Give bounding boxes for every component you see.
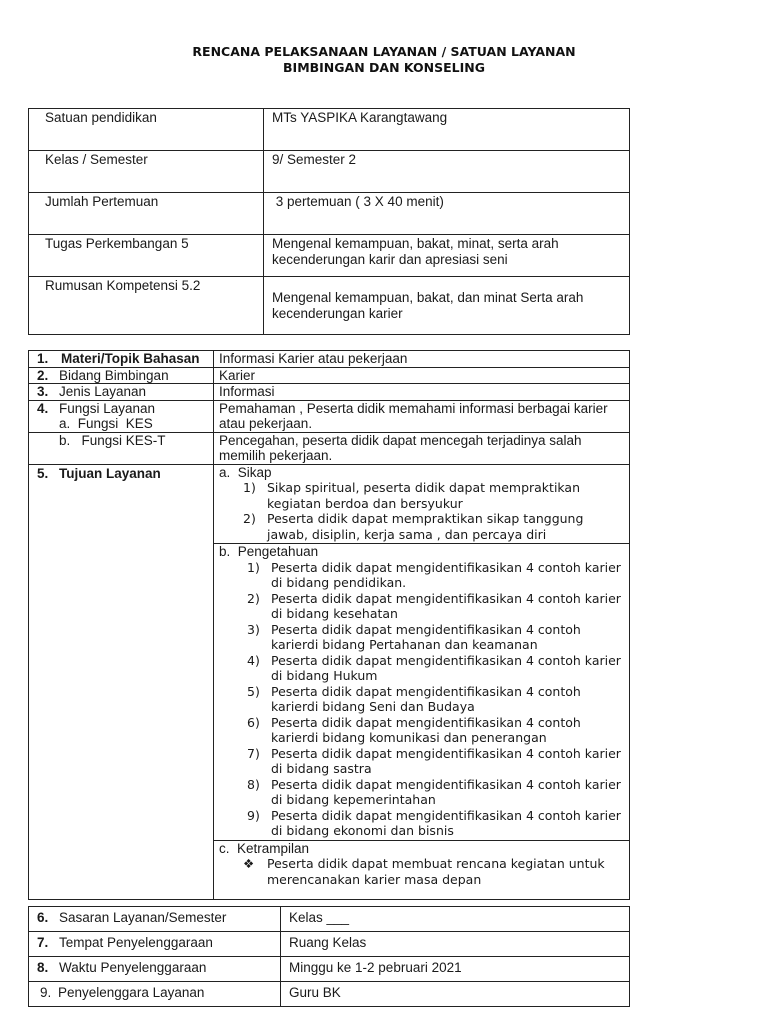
list-item-number: ❖ <box>243 856 255 871</box>
materi-value: Informasi Karier atau pekerjaan <box>214 351 630 368</box>
pengetahuan-item <box>247 808 625 839</box>
bidang-value: Karier <box>214 367 630 384</box>
fungsi-kes-label: a. Fungsi KES <box>59 416 153 431</box>
jenis-value: Informasi <box>214 384 630 401</box>
table-row <box>29 367 630 384</box>
list-item-number: 6) <box>247 714 260 730</box>
list-item-text: Peserta didik dapat mempraktikan sikap tanggung jawab, disiplin, kerja sama , dan percaya diri <box>267 511 584 542</box>
table-row <box>29 432 630 464</box>
sikap-label: a. Sikap <box>219 464 272 480</box>
bidang-label: Bidang Bimbingan <box>59 367 169 383</box>
waktu-label-cell <box>29 957 281 982</box>
tempat-label: Tempat Penyelenggaraan <box>59 935 213 950</box>
sikap-list <box>219 480 625 542</box>
pengetahuan-item <box>247 746 625 777</box>
list-item-text: Peserta didik dapat mengidentifikasikan 4 contoh karier di bidang pendidikan. <box>271 559 621 590</box>
table-row <box>29 151 630 193</box>
list-item-number: 7) <box>247 745 260 761</box>
tempat-value: Ruang Kelas <box>281 932 630 957</box>
identity-value: Mengenal kemampuan, bakat, dan minat Serta arah kecenderungan karier <box>264 277 630 335</box>
row-number: 7. <box>37 935 49 950</box>
pengetahuan-item <box>247 591 625 622</box>
list-item-text: Peserta didik dapat mengidentifikasikan 4 contoh karierdi bidang Pertahanan dan keamanan <box>271 621 581 652</box>
list-item-text: Peserta didik dapat membuat rencana kegiatan untuk merencanakan karier masa depan <box>267 856 605 887</box>
sasaran-label: Sasaran Layanan/Semester <box>59 910 227 925</box>
sasaran-label-cell <box>29 907 281 932</box>
table-row <box>29 932 630 957</box>
table-row <box>29 277 630 335</box>
identity-label: Tugas Perkembangan 5 <box>29 235 264 277</box>
table-row <box>29 384 630 401</box>
list-item-text: Peserta didik dapat mengidentifikasikan 4 contoh karierdi bidang komunikasi dan penerangan <box>271 714 581 745</box>
identity-label: Kelas / Semester <box>29 151 264 193</box>
list-item-number: 2) <box>243 511 256 526</box>
row-number: 2. <box>37 367 49 383</box>
pengetahuan-item <box>247 560 625 591</box>
table-row <box>29 400 630 432</box>
pengetahuan-item <box>247 715 625 746</box>
row-number: 6. <box>37 910 49 925</box>
list-item-number: 5) <box>247 683 260 699</box>
penyelenggara-label-cell <box>29 982 281 1007</box>
pengetahuan-item <box>247 653 625 684</box>
document-title <box>0 44 768 76</box>
fungsi-label-cell <box>29 400 214 432</box>
list-item-text: Peserta didik dapat mengidentifikasikan 4 contoh karier di bidang kepemerintahan <box>271 776 621 807</box>
sikap-item <box>243 480 625 511</box>
row-number: 8. <box>37 960 49 975</box>
implementation-table <box>28 906 630 1007</box>
keterampilan-list <box>219 856 625 887</box>
identity-label: Satuan pendidikan <box>29 109 264 151</box>
list-item-number: 9) <box>247 807 260 823</box>
identity-value: 9/ Semester 2 <box>264 151 630 193</box>
list-item-text: Sikap spiritual, peserta didik dapat mempraktikan kegiatan berdoa dan bersyukur <box>267 480 581 511</box>
penyelenggara-value: Guru BK <box>281 982 630 1007</box>
title-line-1: RENCANA PELAKSANAAN LAYANAN / SATUAN LAYANAN <box>192 44 576 59</box>
table-row <box>29 235 630 277</box>
list-item-number: 1) <box>247 559 260 575</box>
details-table <box>28 350 630 900</box>
row-number: 9. <box>40 985 52 1000</box>
identity-table <box>28 108 630 335</box>
table-row <box>29 957 630 982</box>
list-item-number: 3) <box>247 621 260 637</box>
waktu-value: Minggu ke 1-2 pebruari 2021 <box>281 957 630 982</box>
list-item-text: Peserta didik dapat mengidentifikasikan 4 contoh karier di bidang kesehatan <box>271 590 621 621</box>
row-number: 5. <box>37 465 49 481</box>
identity-label: Rumusan Kompetensi 5.2 <box>29 277 264 335</box>
keterampilan-item <box>243 856 625 887</box>
table-row <box>29 907 630 932</box>
fungsi-kes-value: Pemahaman , Peserta didik memahami informasi berbagai karier atau pekerjaan. <box>214 400 630 432</box>
keterampilan-cell <box>214 840 630 899</box>
pengetahuan-item <box>247 622 625 653</box>
fungsi-kest-label: b. Fungsi KES-T <box>59 432 166 448</box>
fungsi-kest-value: Pencegahan, peserta didik dapat mencegah terjadinya salah memilih pekerjaan. <box>214 432 630 464</box>
row-number: 1. <box>37 351 49 366</box>
tujuan-label: Tujuan Layanan <box>59 465 161 481</box>
title-line-2: BIMBINGAN DAN KONSELING <box>283 60 485 75</box>
tujuan-label-cell <box>29 464 214 899</box>
list-item-number: 2) <box>247 590 260 606</box>
table-row <box>29 193 630 235</box>
identity-value: MTs YASPIKA Karangtawang <box>264 109 630 151</box>
table-row <box>29 109 630 151</box>
fungsi-label: Fungsi Layanan <box>59 400 156 416</box>
list-item-text: Peserta didik dapat mengidentifikasikan 4 contoh karier di bidang sastra <box>271 745 621 776</box>
pengetahuan-item <box>247 777 625 808</box>
list-item-text: Peserta didik dapat mengidentifikasikan 4 contoh karier di bidang Hukum <box>271 652 621 683</box>
jenis-label: Jenis Layanan <box>59 384 147 399</box>
list-item-text: Peserta didik dapat mengidentifikasikan 4 contoh karierdi bidang Seni dan Budaya <box>271 683 581 714</box>
sikap-cell <box>214 464 630 544</box>
row-number: 3. <box>37 384 49 399</box>
tempat-label-cell <box>29 932 281 957</box>
table-row <box>29 351 630 368</box>
row-number: 4. <box>37 400 49 416</box>
identity-label: Jumlah Pertemuan <box>29 193 264 235</box>
materi-label: Materi/Topik Bahasan <box>61 351 200 366</box>
list-item-number: 4) <box>247 652 260 668</box>
bidang-label-cell <box>29 367 214 384</box>
materi-label-cell <box>29 351 214 368</box>
keterampilan-label: c. Ketrampilan <box>219 840 310 856</box>
pengetahuan-list <box>219 560 625 839</box>
table-row <box>29 982 630 1007</box>
sikap-item <box>243 511 625 542</box>
jenis-label-cell <box>29 384 214 401</box>
list-item-number: 1) <box>243 480 256 495</box>
pengetahuan-label: b. Pengetahuan <box>219 544 319 559</box>
fungsi-kest-label-cell <box>29 432 214 464</box>
list-item-text: Peserta didik dapat mengidentifikasikan 4 contoh karier di bidang ekonomi dan bisnis <box>271 807 621 838</box>
waktu-label: Waktu Penyelenggaraan <box>59 960 207 975</box>
pengetahuan-cell <box>214 544 630 841</box>
identity-value: Mengenal kemampuan, bakat, minat, serta arah kecenderungan karir dan apresiasi seni <box>264 235 630 277</box>
pengetahuan-item <box>247 684 625 715</box>
penyelenggara-label: Penyelenggara Layanan <box>58 985 205 1000</box>
sasaran-value: Kelas ___ <box>281 907 630 932</box>
table-row <box>29 464 630 544</box>
identity-value: 3 pertemuan ( 3 X 40 menit) <box>264 193 630 235</box>
list-item-number: 8) <box>247 776 260 792</box>
